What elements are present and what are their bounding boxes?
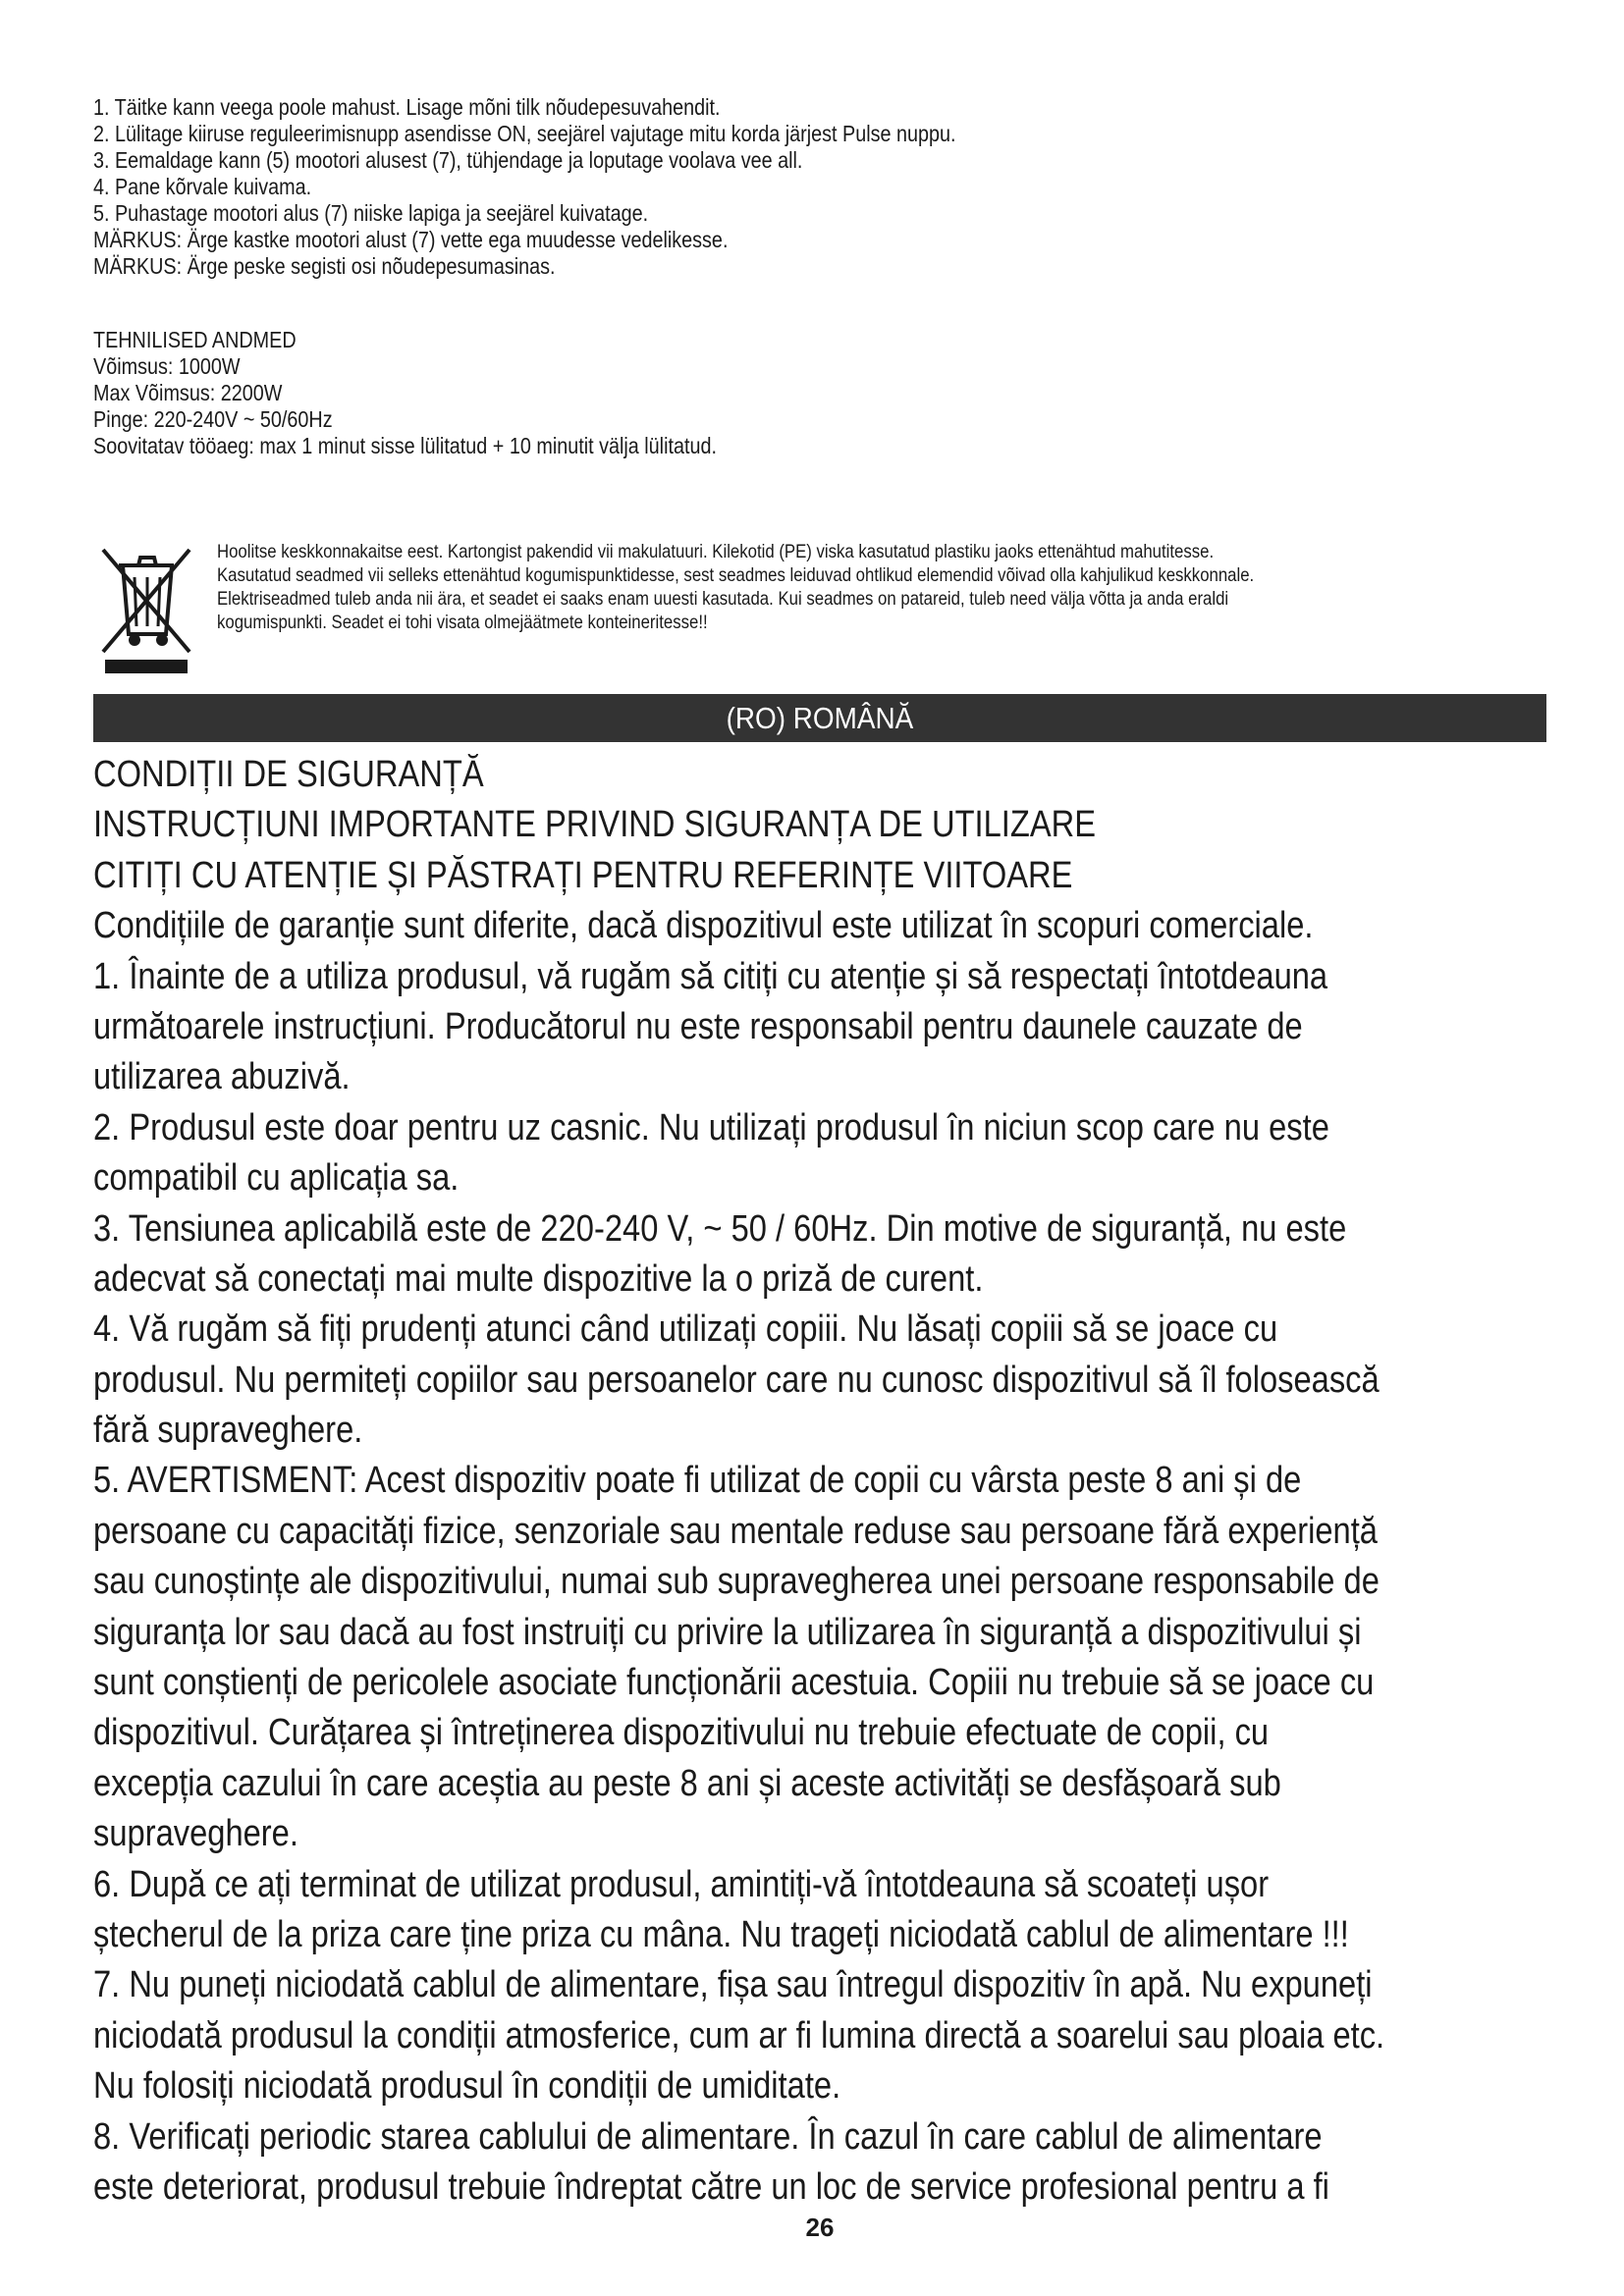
safety-text-line: utilizarea abuzivă. bbox=[93, 1056, 351, 1098]
weee-notice bbox=[93, 536, 1546, 678]
safety-text-line: niciodată produsul la condiții atmosferice, cum ar fi lumina directă a soarelui sau ploaia etc. bbox=[93, 2014, 1385, 2056]
romanian-safety-section bbox=[93, 750, 1546, 2213]
safety-text-line: următoarele instrucțiuni. Producătorul nu este responsabil pentru daunele cauzate de bbox=[93, 1005, 1303, 1047]
weee-notice-text bbox=[217, 540, 1546, 634]
weee-notice-line: kogumispunkti. Seadet ei tohi visata olmejäätmete konteineritesse!! bbox=[217, 612, 708, 633]
cleaning-note: MÄRKUS: Ärge kastke mootori alust (7) vette ega muudesse vedelikesse. bbox=[93, 227, 729, 252]
language-section-label: (RO) ROMÂNĂ bbox=[726, 701, 914, 735]
safety-text-line: Condițiile de garanție sunt diferite, dacă dispozitivul este utilizat în scopuri comerciale. bbox=[93, 905, 1314, 947]
tech-spec: Võimsus: 1000W bbox=[93, 353, 241, 379]
section-spacer bbox=[93, 280, 1546, 327]
tech-spec: Soovitatav tööaeg: max 1 minut sisse lülitatud + 10 minutit välja lülitatud. bbox=[93, 433, 717, 458]
safety-text-line: dispozitivul. Curățarea și întreținerea dispozitivului nu trebuie efectuate de copii, cu bbox=[93, 1712, 1270, 1754]
safety-text-line: 6. După ce ați terminat de utilizat produsul, amintiți-vă întotdeauna să scoateți ușor bbox=[93, 1863, 1270, 1905]
safety-heading: CONDIȚII DE SIGURANȚĂ bbox=[93, 754, 484, 795]
safety-text-line: compatibil cu aplicația sa. bbox=[93, 1157, 460, 1200]
safety-text-line: 4. Vă rugăm să fiți prudenți atunci când utilizați copiii. Nu lăsați copiii să se joace cu bbox=[93, 1308, 1278, 1351]
safety-text-line: supraveghere. bbox=[93, 1813, 298, 1855]
cleaning-step: 4. Pane kõrvale kuivama. bbox=[93, 174, 312, 199]
safety-text-line: 1. Înainte de a utiliza produsul, vă rugăm să citiți cu atenție și să respectați întotdeauna bbox=[93, 955, 1328, 997]
safety-text-line: 7. Nu puneți niciodată cablul de alimentare, fișa sau întregul dispozitiv în apă. Nu expuneți bbox=[93, 1964, 1373, 2006]
safety-text-line: fără supraveghere. bbox=[93, 1410, 363, 1452]
cleaning-note: MÄRKUS: Ärge peske segisti osi nõudepesumasinas. bbox=[93, 253, 556, 279]
safety-text-line: 2. Produsul este doar pentru uz casnic. Nu utilizați produsul în niciun scop care nu este bbox=[93, 1106, 1329, 1148]
safety-text-line: siguranța lor sau dacă au fost instruiți cu privire la utilizarea în siguranță a dispozitivului și bbox=[93, 1611, 1362, 1653]
safety-text-line: 5. AVERTISMENT: Acest dispozitiv poate fi utilizat de copii cu vârsta peste 8 ani și de bbox=[93, 1460, 1302, 1502]
cleaning-step: 1. Täitke kann veega poole mahust. Lisage mõni tilk nõudepesuvahendit. bbox=[93, 94, 721, 120]
page-number: 26 bbox=[805, 2213, 835, 2242]
cleaning-step: 3. Eemaldage kann (5) mootori alusest (7), tühjendage ja loputage voolava vee all. bbox=[93, 147, 803, 173]
safety-text-line: sunt conștienți de pericolele asociate funcționării acestuia. Copiii nu trebuie să se joace cu bbox=[93, 1662, 1375, 1704]
cleaning-step: 2. Lülitage kiiruse reguleerimisnupp asendisse ON, seejärel vajutage mitu korda järjest Pulse nuppu. bbox=[93, 121, 956, 146]
safety-text-line: Nu folosiți niciodată produsul în condiții de umiditate. bbox=[93, 2065, 841, 2108]
safety-text-line: adecvat să conectați mai multe dispozitive la o priză de curent. bbox=[93, 1257, 984, 1300]
safety-text-line: persoane cu capacități fizice, senzoriale sau mentale reduse sau persoane fără experiență bbox=[93, 1510, 1378, 1552]
safety-heading: CITIȚI CU ATENȚIE ȘI PĂSTRAȚI PENTRU REFERINȚE VIITOARE bbox=[93, 854, 1073, 896]
crossed-out-wheelie-bin-icon bbox=[93, 536, 199, 678]
safety-text-line: este deteriorat, produsul trebuie îndreptat către un loc de service profesional pentru a fi bbox=[93, 2165, 1329, 2208]
cleaning-step: 5. Puhastage mootori alus (7) niiske lapiga ja seejärel kuivatage. bbox=[93, 200, 649, 226]
safety-text-line: 8. Verificați periodic starea cablului de alimentare. În cazul în care cablul de alimentare bbox=[93, 2115, 1323, 2158]
tech-data-heading: TEHNILISED ANDMED bbox=[93, 327, 297, 352]
language-section-header bbox=[93, 694, 1546, 742]
weee-notice-line: Hoolitse keskkonnakaitse eest. Kartongist pakendid vii makulatuuri. Kilekotid (PE) viska kasutatud plastiku jaoks ettenähtud mahutitesse. bbox=[217, 541, 1215, 562]
safety-text-line: sau cunoștințe ale dispozitivului, numai sub supravegherea unei persoane responsabile de bbox=[93, 1561, 1380, 1603]
safety-text-line: 3. Tensiunea aplicabilă este de 220-240 V, ~ 50 / 60Hz. Din motive de siguranță, nu este bbox=[93, 1207, 1347, 1250]
weee-notice-line: Elektriseadmed tuleb anda nii ära, et seadet ei saaks enam uuesti kasutada. Kui seadmes on patareid, tuleb need välja võtta ja anda eraldi bbox=[217, 588, 1229, 610]
safety-text-line: ștecherul de la priza care ține priza cu mâna. Nu trageți niciodată cablul de alimentare !!! bbox=[93, 1913, 1349, 1955]
tech-spec: Pinge: 220-240V ~ 50/60Hz bbox=[93, 406, 333, 432]
safety-heading: INSTRUCȚIUNI IMPORTANTE PRIVIND SIGURANȚA DE UTILIZARE bbox=[93, 804, 1097, 846]
estonian-cleaning-section bbox=[93, 94, 1546, 459]
safety-text-line: excepția cazului în care aceștia au peste 8 ani și aceste activități se desfășoară sub bbox=[93, 1762, 1281, 1804]
tech-spec: Max Võimsus: 2200W bbox=[93, 380, 283, 405]
safety-text-line: produsul. Nu permiteți copiilor sau persoanelor care nu cunosc dispozitivul să îl folosească bbox=[93, 1359, 1380, 1401]
weee-notice-line: Kasutatud seadmed vii selleks ettenähtud kogumispunktidesse, sest seadmes leiduvad ohtlikud elemendid võivad olla kahjulikud keskkonnale. bbox=[217, 564, 1255, 586]
